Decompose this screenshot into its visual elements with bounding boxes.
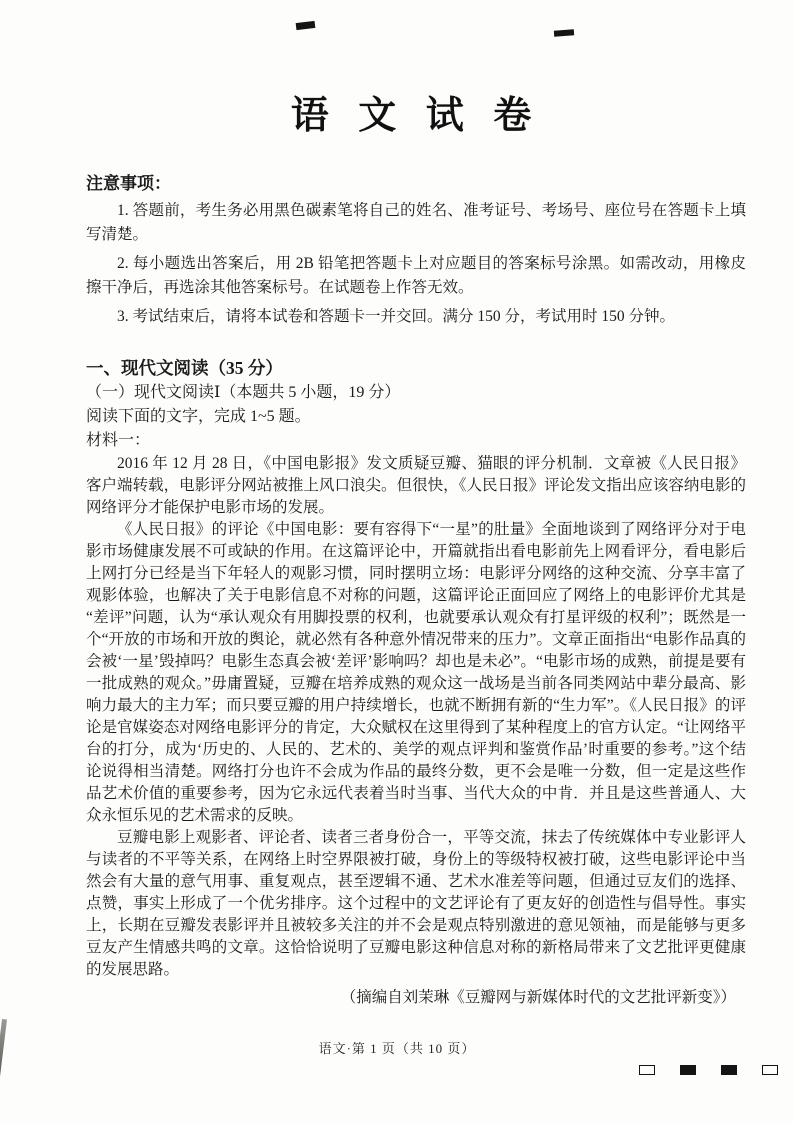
material-paragraph: 《人民日报》的评论《中国电影：要有容得下“一星”的肚量》全面地谈到了网络评分对于电影市场健康发展不可或缺的作用。在这篇评论中，开篇就指出看电影前先上网看评分，看电影后上网打分已经是当下年轻人的观影习惯，同时摆明立场：电影评分网络的这种交流、分享丰富了观影体验，也解决了关于电影信息不对称的问题，这篇评论正面回应了网络上的电影评价尤其是“差评”问题，认为“承认观众有用脚投票的权利，也就要承认观众有打星评级的权利”；既然是一个“开放的市场和开放的舆论，就必然有各种意外情况带来的压力”。文章正面指出“电影作品真的会被‘一星’毁掉吗？电影生态真会被‘差评’影响吗？却也是未必”。“电影市场的成熟，前提是要有一批成熟的观众。”毋庸置疑，豆瓣在培养成熟的观众这一战场是当前各同类网站中辈分最高、影响力最大的主力军；而只要豆瓣的用户持续增长，也就不断拥有新的“生力军”。《人民日报》的评论是官媒姿态对网络电影评分的肯定，大众赋权在这里得到了某种程度上的官方认定。“让网络平台的打分，成为‘历史的、人民的、艺术的、美学的观点评判和鉴赏作品’时重要的参考。”这个结论说得相当清楚。网络打分也许不会成为作品的最终分数，更不会是唯一分数，但一定是这些作品艺术价值的重要参考，因为它永远代表着当时当事、当代大众的中肯．并且是这些普通人、大众永恒乐见的艺术需求的反映。 — [86, 521, 746, 825]
page-title: 语 文 试 卷 — [290, 95, 542, 137]
material-paragraph: 豆瓣电影上观影者、评论者、读者三者身份合一，平等交流，抹去了传统媒体中专业影评人与读者的不平等关系，在网络上时空界限被打破，身份上的等级特权被打破，这些电影评论中当然会有大量的意气用事、重复观点，甚至逻辑不通、艺术水准差等问题，但通过豆友们的选择、点赞，事实上形成了一个优劣排序。这个过程中的文艺评论有了更友好的创造性与倡导性。事实上，长期在豆瓣发表影评并且被较多关注的并不会是观点特别激进的意见领袖，而是能够与更多豆友产生情感共鸣的文章。这恰恰说明了豆瓣电影这种信息对称的新格局带来了文艺批评更健康的发展思路。 — [86, 829, 746, 979]
print-mark-filled-icon — [680, 1065, 696, 1075]
reading-section — [86, 355, 746, 1007]
section-heading: 一、现代文阅读（35 分） — [86, 358, 283, 379]
material-paragraph: 2016 年 12 月 28 日，《中国电影报》发文质疑豆瓣、猫眼的评分机制．文章被《人民日报》客户端转载，电影评分网站被推上风口浪尖。但很快，《人民日报》评论发文指出应该容纳电影的网络评分才能保护电影市场的发展。 — [86, 455, 746, 517]
subsection-heading: （一）现代文阅读Ⅰ（本题共 5 小题，19 分） — [86, 384, 401, 402]
print-mark-filled-icon — [721, 1065, 737, 1075]
notice-item: 1. 答题前，考生务必用黑色碳素笔将自己的姓名、准考证号、考场号、座位号在答题卡上填写清楚。 — [86, 202, 746, 244]
print-mark-outline-icon — [762, 1065, 778, 1075]
notice-item: 3. 考试结束后，请将本试卷和答题卡一并交回。满分 150 分，考试用时 150 分钟。 — [117, 308, 676, 326]
page-footer: 语文·第 1 页（共 10 页） — [318, 1041, 476, 1056]
print-color-marks — [639, 1065, 778, 1075]
notice-section — [86, 169, 746, 329]
notice-heading: 注意事项： — [86, 174, 171, 193]
notice-item: 2. 每小题选出答案后，用 2B 铅笔把答题卡上对应题目的答案标号涂黑。如需改动，用橡皮擦干净后，再选涂其他答案标号。在试题卷上作答无效。 — [86, 255, 746, 297]
reading-instruction: 阅读下面的文字，完成 1~5 题。 — [86, 408, 311, 426]
print-mark-outline-icon — [639, 1065, 655, 1075]
material-label: 材料一： — [86, 432, 151, 450]
source-attribution: （摘编自刘茉琳《豆瓣网与新媒体时代的文艺批评新变》） — [340, 989, 736, 1007]
